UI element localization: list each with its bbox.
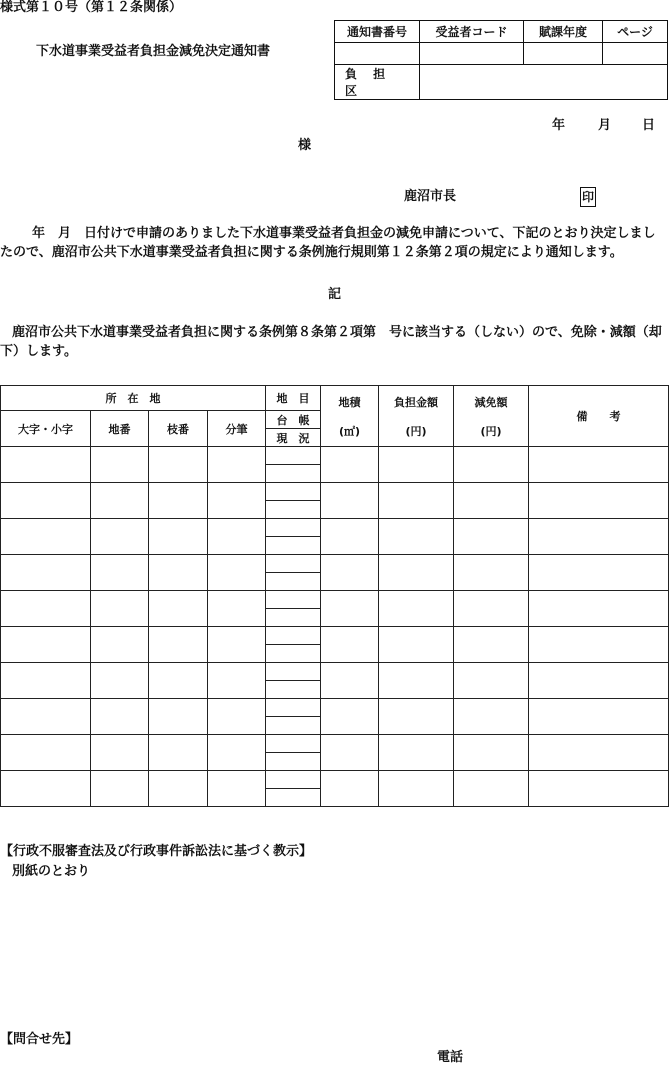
cell-chimoku-daicho: [266, 627, 321, 645]
table-cell: [379, 627, 454, 663]
header-remarks: 備 考: [529, 386, 669, 447]
table-cell: [149, 591, 208, 627]
cell-chimoku-genkyo: [266, 537, 321, 555]
header-reduction: 減免額 (円): [454, 386, 529, 447]
table-row: [1, 519, 669, 537]
table-cell: [1, 447, 91, 483]
cell-chimoku-genkyo: [266, 681, 321, 699]
cell-chimoku-daicho: [266, 555, 321, 573]
table-cell: [454, 735, 529, 771]
table-cell: [1, 771, 91, 807]
table-cell: [379, 699, 454, 735]
table-cell: [208, 627, 266, 663]
table-cell: [1, 519, 91, 555]
header-levy-year: 賦課年度: [524, 21, 603, 43]
cell-chimoku-genkyo: [266, 465, 321, 483]
cell-chimoku-daicho: [266, 483, 321, 501]
parcel-table: [0, 385, 669, 807]
table-cell: [379, 663, 454, 699]
table-cell: [91, 627, 149, 663]
table-cell: [529, 555, 669, 591]
table-cell: [454, 483, 529, 519]
header-charge: 負担金額 (円): [379, 386, 454, 447]
cell-chimoku-genkyo: [266, 645, 321, 663]
table-cell: [321, 663, 379, 699]
table-cell: [91, 591, 149, 627]
table-cell: [321, 591, 379, 627]
table-cell: [454, 591, 529, 627]
table-cell: [149, 771, 208, 807]
table-cell: [208, 483, 266, 519]
table-cell: [1, 699, 91, 735]
header-daicho: 台 帳: [266, 411, 321, 429]
header-area: 地積 (㎡): [321, 386, 379, 447]
table-cell: [208, 591, 266, 627]
cell-beneficiary-code: [420, 43, 524, 65]
table-cell: [529, 699, 669, 735]
header-oaza: 大字・小字: [1, 411, 91, 447]
table-cell: [529, 591, 669, 627]
table-cell: [321, 483, 379, 519]
table-cell: [149, 735, 208, 771]
cell-chimoku-daicho: [266, 519, 321, 537]
table-cell: [454, 699, 529, 735]
date-day: 日: [642, 118, 656, 133]
table-cell: [379, 735, 454, 771]
table-cell: [1, 483, 91, 519]
table-cell: [379, 591, 454, 627]
contact-heading: 【問合せ先】: [0, 1032, 79, 1047]
table-cell: [208, 447, 266, 483]
table-cell: [1, 555, 91, 591]
cell-chimoku-daicho: [266, 735, 321, 753]
table-cell: [91, 663, 149, 699]
decision-paragraph: 鹿沼市公共下水道事業受益者負担に関する条例第８条第２項第 号に該当する（しない）ので、免除・減額（却下）します。: [0, 325, 662, 359]
table-cell: [379, 555, 454, 591]
table-cell: [208, 735, 266, 771]
table-row: [1, 735, 669, 753]
cell-page: [603, 43, 668, 65]
notice-body: 別紙のとおり: [12, 864, 91, 879]
header-chimoku: 地 目: [266, 386, 321, 411]
table-cell: [454, 519, 529, 555]
cell-notice-number: [335, 43, 420, 65]
table-cell: [321, 699, 379, 735]
cell-chimoku-daicho: [266, 771, 321, 789]
cell-chimoku-daicho: [266, 699, 321, 717]
table-cell: [529, 663, 669, 699]
header-edaban: 枝番: [149, 411, 208, 447]
table-cell: [454, 771, 529, 807]
table-cell: [149, 447, 208, 483]
phone-label: 電話: [437, 1050, 464, 1065]
table-cell: [454, 555, 529, 591]
table-cell: [321, 519, 379, 555]
table-cell: [529, 483, 669, 519]
table-cell: [149, 627, 208, 663]
cell-chimoku-genkyo: [266, 501, 321, 519]
table-cell: [91, 483, 149, 519]
table-cell: [379, 519, 454, 555]
table-cell: [454, 447, 529, 483]
cell-chimoku-genkyo: [266, 609, 321, 627]
table-row: [1, 699, 669, 717]
table-cell: [321, 771, 379, 807]
table-cell: [529, 735, 669, 771]
header-notice-number: 通知書番号: [335, 21, 420, 43]
table-cell: [1, 591, 91, 627]
table-cell: [1, 735, 91, 771]
table-row: [1, 447, 669, 465]
header-beneficiary-code: 受益者コード: [420, 21, 524, 43]
table-cell: [529, 447, 669, 483]
district-label: 負 担 区: [335, 65, 420, 100]
table-cell: [149, 555, 208, 591]
grid-body: [1, 447, 669, 807]
table-cell: [379, 483, 454, 519]
table-cell: [91, 771, 149, 807]
table-cell: [91, 519, 149, 555]
document-title: 下水道事業受益者負担金減免決定通知書: [36, 44, 271, 59]
table-cell: [321, 447, 379, 483]
table-cell: [208, 771, 266, 807]
header-page: ページ: [603, 21, 668, 43]
addressee-suffix: 様: [298, 138, 312, 153]
table-cell: [208, 699, 266, 735]
table-row: [1, 627, 669, 645]
table-cell: [1, 663, 91, 699]
table-cell: [529, 627, 669, 663]
table-cell: [454, 627, 529, 663]
table-cell: [379, 771, 454, 807]
table-cell: [91, 699, 149, 735]
seal-box: 印: [580, 187, 596, 207]
table-cell: [149, 483, 208, 519]
info-table: [334, 20, 668, 100]
header-bunpitsu: 分筆: [208, 411, 266, 447]
table-cell: [208, 555, 266, 591]
ki-mark: 記: [328, 287, 342, 302]
date-year: 年: [552, 118, 566, 133]
cell-chimoku-daicho: [266, 447, 321, 465]
form-number: 様式第１０号（第１２条関係）: [0, 0, 183, 15]
table-cell: [91, 555, 149, 591]
table-cell: [379, 447, 454, 483]
header-chiban: 地番: [91, 411, 149, 447]
header-location: 所 在 地: [1, 386, 266, 411]
header-genkyo: 現 況: [266, 429, 321, 447]
table-cell: [91, 735, 149, 771]
table-row: [1, 663, 669, 681]
cell-chimoku-daicho: [266, 591, 321, 609]
cell-chimoku-genkyo: [266, 789, 321, 807]
table-row: [1, 483, 669, 501]
body-paragraph: 年 月 日付けで申請のありました下水道事業受益者負担金の減免申請について、下記のとおり決定しましたので、鹿沼市公共下水道事業受益者負担に関する条例施行規則第１２条第２項の規定により通知します。: [0, 226, 656, 260]
table-cell: [149, 663, 208, 699]
table-row: [1, 555, 669, 573]
table-cell: [529, 771, 669, 807]
table-cell: [321, 627, 379, 663]
cell-chimoku-daicho: [266, 663, 321, 681]
cell-chimoku-genkyo: [266, 753, 321, 771]
table-cell: [529, 519, 669, 555]
table-row: [1, 771, 669, 789]
table-cell: [149, 519, 208, 555]
cell-chimoku-genkyo: [266, 717, 321, 735]
table-cell: [208, 663, 266, 699]
table-cell: [91, 447, 149, 483]
table-cell: [321, 555, 379, 591]
table-cell: [149, 699, 208, 735]
cell-levy-year: [524, 43, 603, 65]
cell-chimoku-genkyo: [266, 573, 321, 591]
table-cell: [1, 627, 91, 663]
district-value: [420, 65, 668, 100]
table-cell: [454, 663, 529, 699]
issuer-name: 鹿沼市長: [404, 189, 457, 204]
date-month: 月: [598, 118, 612, 133]
table-cell: [321, 735, 379, 771]
table-cell: [208, 519, 266, 555]
table-row: [1, 591, 669, 609]
notice-heading: 【行政不服審査法及び行政事件訴訟法に基づく教示】: [0, 844, 313, 859]
